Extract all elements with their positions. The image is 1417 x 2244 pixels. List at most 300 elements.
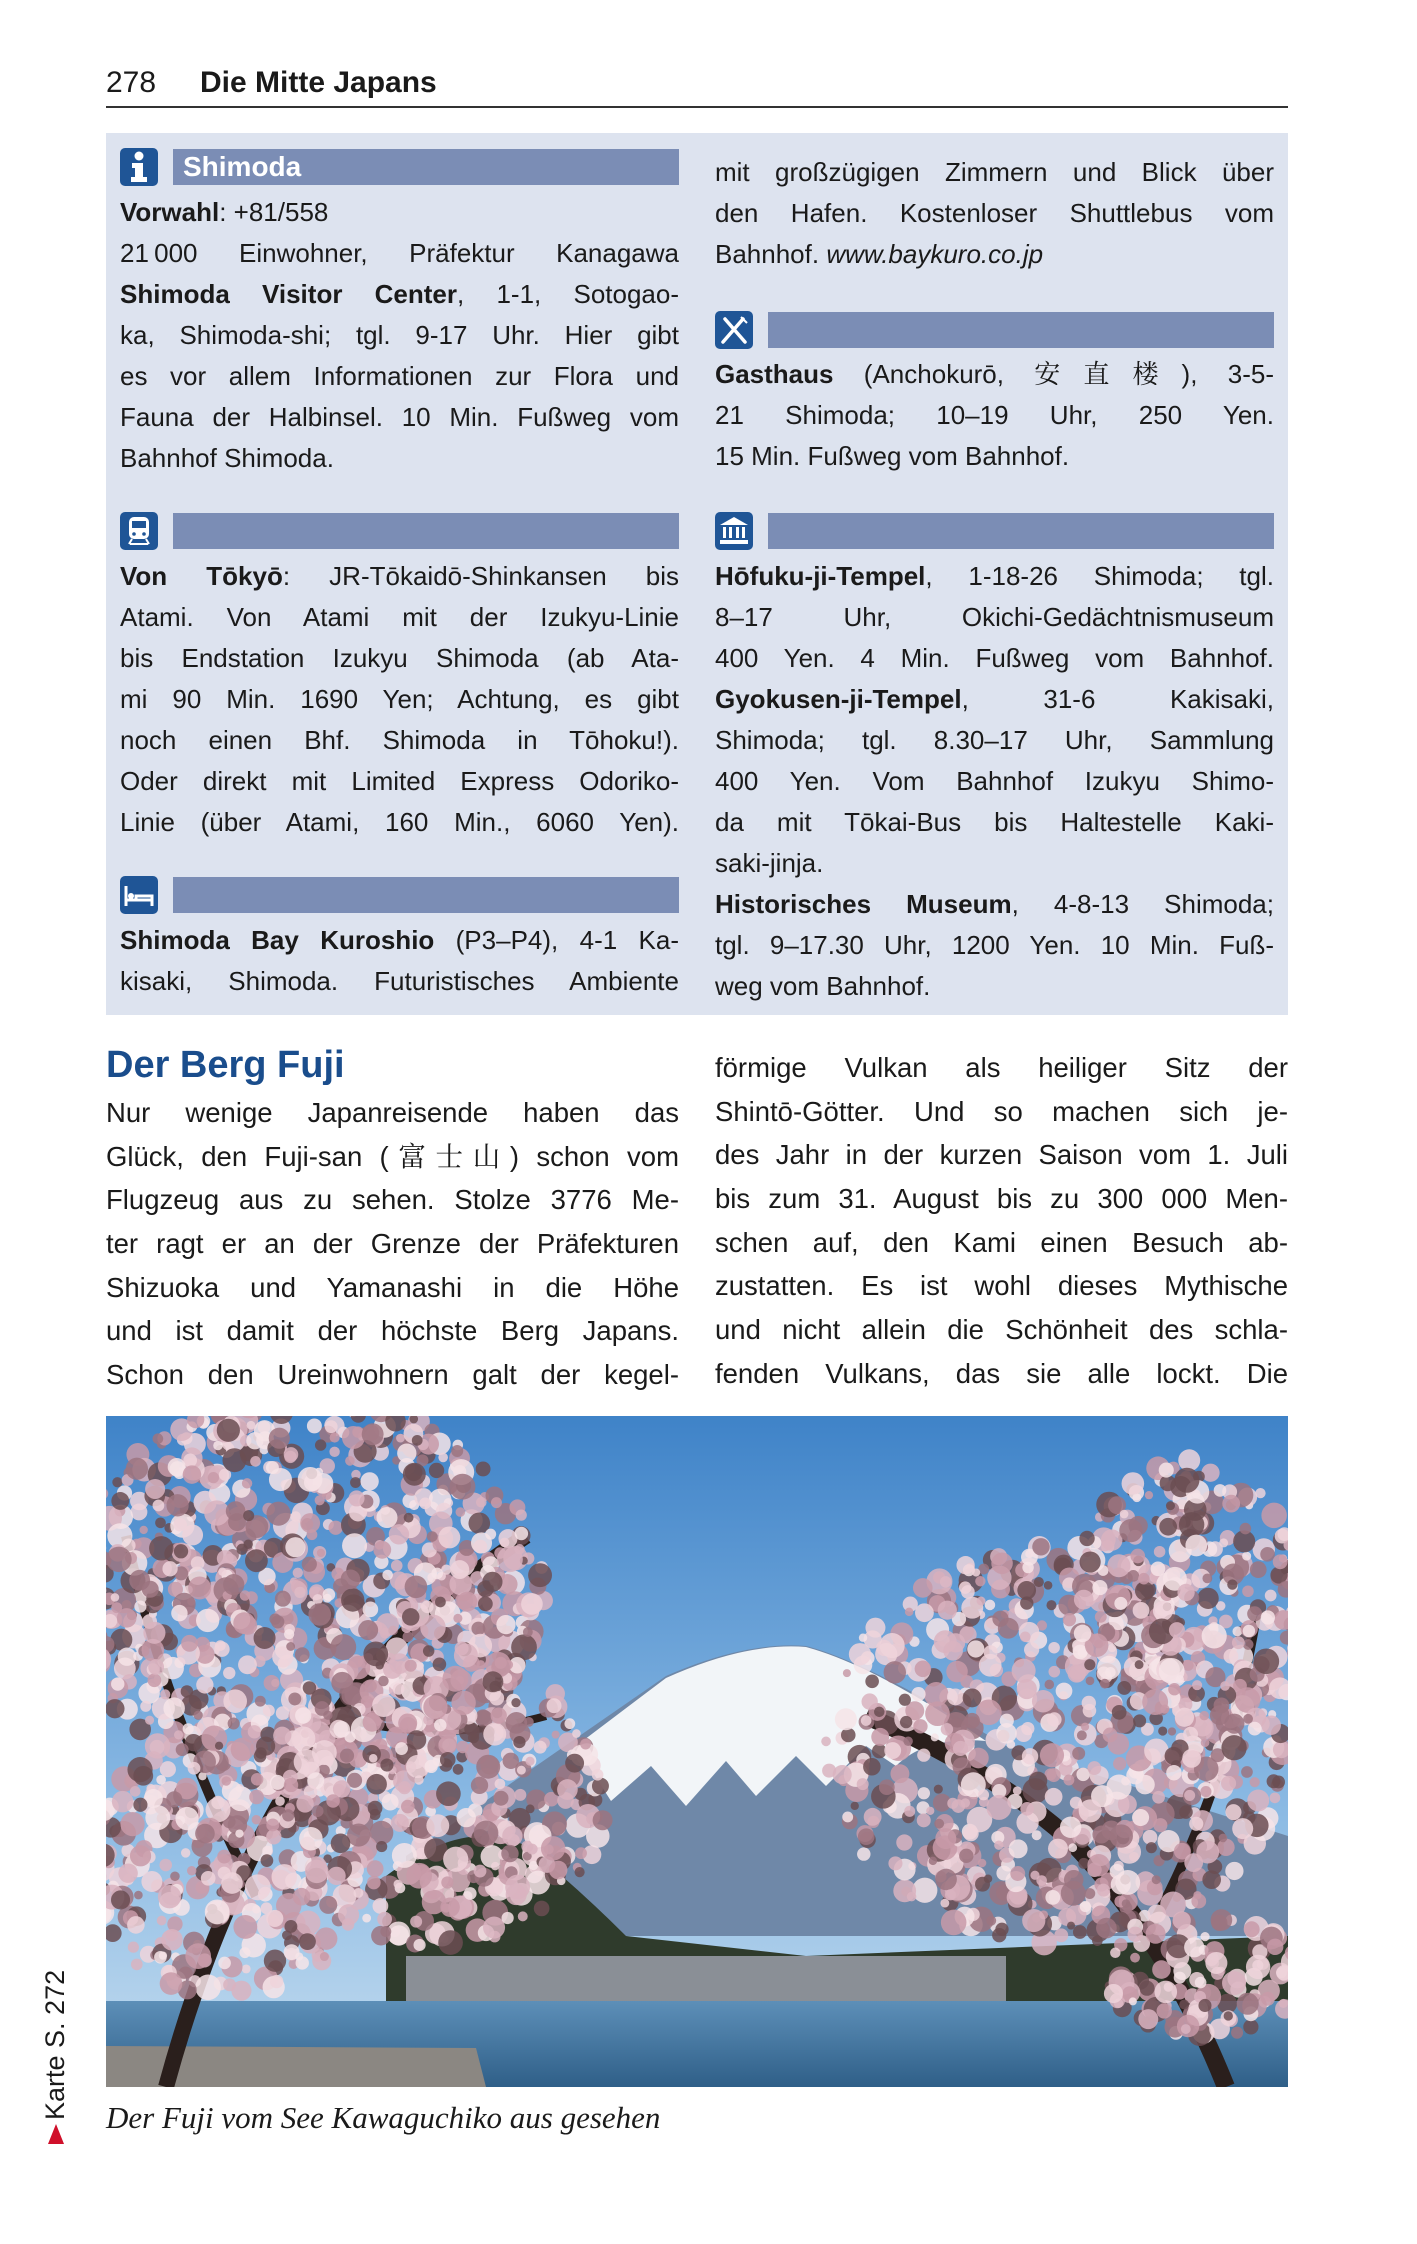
blossom xyxy=(403,1631,414,1642)
blossom xyxy=(1153,1601,1173,1621)
text-segment: förmige Vulkan als heiliger Sitz der xyxy=(715,1052,1288,1083)
blossom xyxy=(1154,1981,1177,2004)
blossom xyxy=(111,1492,129,1510)
blossom xyxy=(1048,1642,1060,1654)
blossom xyxy=(1135,1660,1144,1669)
blossom xyxy=(1133,1602,1150,1619)
blossom xyxy=(534,1741,547,1754)
blossom xyxy=(263,1705,275,1717)
blossom xyxy=(915,1661,932,1678)
blossom xyxy=(242,1964,251,1973)
blossom xyxy=(1128,1927,1143,1942)
blossom xyxy=(1174,1468,1199,1493)
blossom xyxy=(1182,1749,1201,1768)
blossom xyxy=(1261,1503,1287,1529)
blossom xyxy=(913,1719,927,1733)
blossom xyxy=(511,1698,520,1707)
blossom xyxy=(454,1643,478,1667)
blossom xyxy=(976,1699,1002,1725)
section-bar-info: Shimoda xyxy=(173,149,679,185)
blossom xyxy=(270,1775,285,1790)
blossom xyxy=(1202,1623,1227,1648)
page-number: 278 xyxy=(106,66,157,99)
blossom xyxy=(403,1463,426,1486)
blossom xyxy=(1068,1843,1077,1852)
blossom xyxy=(502,1826,522,1846)
blossom xyxy=(843,1669,851,1677)
blossom xyxy=(269,1468,292,1491)
blossom xyxy=(478,1596,493,1611)
blossom xyxy=(1248,1722,1262,1736)
blossom xyxy=(494,1791,509,1806)
blossom xyxy=(423,1695,447,1719)
hotel-text-continued xyxy=(715,152,1274,275)
blossom xyxy=(1112,1705,1127,1720)
blossom xyxy=(147,1673,161,1687)
blossom xyxy=(1211,1909,1233,1931)
blossom xyxy=(131,1959,143,1971)
text-line xyxy=(106,1266,679,1310)
blossom xyxy=(366,1774,387,1795)
blossom xyxy=(1048,1666,1060,1678)
blossom xyxy=(978,1859,987,1868)
blossom xyxy=(516,1509,527,1520)
blossom xyxy=(183,1723,194,1734)
text-line xyxy=(715,436,1274,477)
blossom xyxy=(1074,1625,1091,1642)
bold-term: Gyokusen-ji-Tempel xyxy=(715,684,962,714)
blossom xyxy=(284,1447,299,1462)
text-segment: ka, Shimoda-shi; tgl. 9-17 Uhr. Hier gibt xyxy=(120,320,679,350)
blossom xyxy=(1159,1518,1177,1536)
blossom xyxy=(450,1560,469,1579)
blossom xyxy=(120,1812,144,1836)
blossom xyxy=(451,1445,463,1457)
blossom xyxy=(375,1661,383,1669)
blossom xyxy=(360,1472,378,1490)
blossom xyxy=(1097,1656,1121,1680)
text-line xyxy=(715,1308,1288,1352)
blossom xyxy=(977,1597,986,1606)
blossom xyxy=(1166,1501,1175,1510)
blossom xyxy=(835,1708,857,1730)
blossom xyxy=(420,1615,446,1641)
text-segment: Schon den Ureinwohnern galt der kegel- xyxy=(106,1359,679,1391)
blossom xyxy=(264,1950,286,1972)
text-segment: Linie (über Atami, 160 Min., 6060 Yen). xyxy=(120,807,679,837)
blossom xyxy=(1200,1786,1211,1797)
blossom xyxy=(153,1500,165,1512)
blossom xyxy=(495,1779,506,1790)
blossom xyxy=(945,1889,956,1900)
blossom xyxy=(1081,1723,1089,1731)
blossom xyxy=(317,1549,325,1557)
blossom xyxy=(1200,1932,1209,1941)
blossom xyxy=(331,1834,351,1854)
blossom xyxy=(298,1467,323,1492)
blossom xyxy=(1032,1690,1054,1712)
blossom xyxy=(201,1726,227,1752)
blossom xyxy=(1061,1881,1086,1906)
blossom xyxy=(1219,1538,1228,1547)
blossom xyxy=(438,1930,463,1955)
blossom xyxy=(521,1593,543,1615)
blossom xyxy=(312,1805,324,1817)
blossom xyxy=(145,1479,165,1499)
blossom xyxy=(266,1910,283,1927)
web-link[interactable]: www.baykuro.co.jp xyxy=(826,239,1044,269)
blossom xyxy=(435,1597,446,1608)
blossom xyxy=(1231,2027,1243,2039)
blossom xyxy=(572,1729,581,1738)
blossom xyxy=(363,1602,379,1618)
blossom xyxy=(552,1731,560,1739)
blossom xyxy=(1160,1704,1169,1713)
blossom xyxy=(284,1778,298,1792)
text-line xyxy=(715,802,1274,843)
blossom xyxy=(443,1847,468,1872)
blossom xyxy=(985,1600,996,1611)
blossom xyxy=(1193,1891,1201,1899)
blossom xyxy=(457,1592,477,1612)
blossom xyxy=(396,1434,405,1443)
blossom xyxy=(1260,1547,1275,1562)
blossom xyxy=(476,1462,491,1477)
text-segment: mit großzügigen Zimmern und Blick über xyxy=(715,157,1274,187)
blossom xyxy=(514,1789,526,1801)
blossom xyxy=(1185,1535,1207,1557)
blossom xyxy=(961,1798,970,1807)
text-segment: tgl. 9–17.30 Uhr, 1200 Yen. 10 Min. Fuß- xyxy=(715,930,1274,960)
blossom xyxy=(389,1524,409,1544)
blossom xyxy=(228,1718,240,1730)
text-line xyxy=(715,638,1274,679)
blossom xyxy=(526,1804,535,1813)
blossom xyxy=(482,1671,503,1692)
blossom xyxy=(1175,1708,1194,1727)
blossom xyxy=(1152,1875,1161,1884)
blossom xyxy=(506,1712,528,1734)
blossom xyxy=(986,1916,996,1926)
blossom xyxy=(1100,1679,1110,1689)
blossom xyxy=(1247,1606,1262,1621)
blossom xyxy=(222,1448,246,1472)
blossom xyxy=(145,1716,154,1725)
blossom xyxy=(992,1928,1006,1942)
blossom xyxy=(368,1801,383,1816)
text-line xyxy=(715,556,1274,597)
food-text xyxy=(715,354,1274,477)
blossom xyxy=(288,1692,301,1705)
blossom xyxy=(964,1713,980,1729)
bold-term: Historisches Museum xyxy=(715,889,1012,919)
blossom xyxy=(161,1929,182,1950)
blossom xyxy=(979,1654,1002,1677)
museum-icon xyxy=(715,512,753,550)
fork-knife-icon xyxy=(715,311,753,349)
text-line xyxy=(120,556,679,597)
blossom xyxy=(295,1647,310,1662)
blossom xyxy=(327,1867,345,1885)
blossom xyxy=(1129,1997,1137,2005)
blossom xyxy=(996,1866,1011,1881)
text-segment: Flugzeug aus zu sehen. Stolze 3776 Me- xyxy=(106,1184,679,1216)
blossom xyxy=(127,1916,145,1934)
blossom xyxy=(1217,1839,1234,1856)
text-segment: ter ragt er an der Grenze der Präfekturen xyxy=(106,1228,679,1260)
blossom xyxy=(284,1629,294,1639)
blossom xyxy=(1106,1775,1131,1800)
text-line xyxy=(715,1046,1288,1090)
blossom xyxy=(1048,1839,1068,1859)
text-line xyxy=(715,679,1274,720)
blossom xyxy=(1127,1570,1139,1582)
blossom xyxy=(1044,1680,1054,1690)
blossom xyxy=(235,1829,243,1837)
blossom xyxy=(1044,1581,1053,1590)
blossom xyxy=(1020,1631,1031,1642)
blossom xyxy=(245,1549,268,1572)
blossom xyxy=(128,1942,139,1953)
blossom xyxy=(457,1808,476,1827)
blossom xyxy=(1273,1554,1288,1569)
blossom xyxy=(218,1567,226,1575)
blossom xyxy=(145,1805,170,1830)
blossom xyxy=(358,1620,378,1640)
blossom xyxy=(1225,1804,1241,1820)
blossom xyxy=(862,1693,878,1709)
blossom xyxy=(523,1627,533,1637)
blossom xyxy=(1133,1714,1146,1727)
blossom xyxy=(1201,1738,1210,1747)
blossom xyxy=(350,1477,361,1488)
blossom xyxy=(1153,1818,1167,1832)
blossom xyxy=(195,1975,221,2001)
blossom xyxy=(1056,1683,1073,1700)
blossom xyxy=(1072,1747,1085,1760)
blossom xyxy=(296,1795,314,1813)
running-header: Die Mitte Japans xyxy=(200,66,437,99)
blossom xyxy=(1063,1775,1074,1786)
blossom xyxy=(893,1879,916,1902)
blossom xyxy=(117,1608,137,1628)
text-segment: 21 Shimoda; 10–19 Uhr, 250 Yen. xyxy=(715,400,1274,430)
map-reference[interactable]: Karte S. 272 xyxy=(40,1969,70,2120)
blossom xyxy=(1077,1730,1087,1740)
blossom xyxy=(491,1707,507,1723)
blossom xyxy=(474,1865,487,1878)
blossom xyxy=(858,1828,875,1845)
blossom xyxy=(217,1419,240,1442)
blossom xyxy=(427,1531,438,1542)
blossom xyxy=(498,1529,517,1548)
text-segment: fenden Vulkans, das sie alle lockt. Die xyxy=(715,1357,1288,1389)
blossom xyxy=(106,1547,131,1572)
blossom xyxy=(160,1689,170,1699)
blossom xyxy=(299,1827,323,1851)
blossom xyxy=(401,1800,415,1814)
blossom xyxy=(1013,1786,1022,1795)
blossom xyxy=(1146,1842,1157,1853)
blossom xyxy=(302,1557,317,1572)
blossom xyxy=(1272,1776,1285,1789)
blossom xyxy=(1110,1824,1133,1847)
text-segment: 8–17 Uhr, Okichi-Gedächtnismuseum xyxy=(715,602,1274,632)
blossom xyxy=(372,1694,395,1717)
blossom xyxy=(1214,1484,1227,1497)
text-segment: Shintō-Götter. Und so machen sich je- xyxy=(715,1095,1288,1127)
blossom xyxy=(404,1513,414,1523)
text-line xyxy=(120,679,679,720)
blossom xyxy=(111,1677,124,1690)
train-icon xyxy=(120,512,158,550)
blossom xyxy=(438,1453,448,1463)
blossom xyxy=(996,1723,1016,1743)
blossom xyxy=(1080,1551,1101,1572)
blossom xyxy=(593,1810,613,1830)
text-segment: Nur wenige Japanreisende haben das xyxy=(106,1097,679,1128)
text-line xyxy=(120,438,679,479)
blossom xyxy=(1082,1696,1096,1710)
text-segment: Fauna der Halbinsel. 10 Min. Fußweg vom xyxy=(120,402,679,432)
blossom xyxy=(451,1691,475,1715)
blossom xyxy=(1113,1757,1126,1770)
blossom xyxy=(413,1939,425,1951)
blossom xyxy=(929,1857,937,1865)
blossom xyxy=(821,1737,831,1747)
blossom xyxy=(255,1696,266,1707)
text-segment: mi 90 Min. 1690 Yen; Achtung, es gibt xyxy=(120,684,679,714)
text-line xyxy=(106,1091,679,1135)
blossom xyxy=(917,1813,931,1827)
blossom xyxy=(330,1634,356,1660)
text-line xyxy=(715,152,1274,193)
text-line xyxy=(120,720,679,761)
text-segment: den Hafen. Kostenloser Shuttlebus vom xyxy=(715,198,1274,228)
header-rule xyxy=(106,106,1288,108)
blossom xyxy=(247,1421,256,1430)
blossom xyxy=(254,1627,276,1649)
text-segment: bis Endstation Izukyu Shimoda (ab Ata- xyxy=(120,643,679,673)
text-line xyxy=(715,354,1274,395)
blossom xyxy=(118,1648,136,1666)
blossom xyxy=(483,1917,505,1939)
blossom xyxy=(1176,1675,1184,1683)
bold-term: Von Tōkyō xyxy=(120,561,283,591)
blossom xyxy=(163,1697,185,1719)
blossom xyxy=(176,1743,189,1756)
blossom xyxy=(223,1978,236,1991)
blossom xyxy=(171,1605,187,1621)
blossom xyxy=(1084,1659,1095,1670)
blossom xyxy=(849,1643,871,1665)
blossom xyxy=(175,1807,198,1830)
blossom xyxy=(221,1872,243,1894)
blossom xyxy=(1202,1573,1212,1583)
blossom xyxy=(391,1814,409,1832)
blossom xyxy=(270,1975,283,1988)
blossom xyxy=(575,1847,587,1859)
blossom xyxy=(1132,1809,1149,1826)
blossom xyxy=(213,1441,223,1451)
blossom xyxy=(491,1862,500,1871)
text-line xyxy=(120,356,679,397)
blossom xyxy=(434,1719,446,1731)
blossom xyxy=(453,1764,464,1775)
article-text-left xyxy=(106,1091,679,1397)
text-line xyxy=(120,192,679,233)
text-line xyxy=(120,274,679,315)
text-line xyxy=(106,1222,679,1266)
blossom xyxy=(564,1718,575,1729)
text-segment: bis zum 31. August bis zu 300 000 Men- xyxy=(715,1183,1288,1215)
blossom xyxy=(315,1495,325,1505)
blossom xyxy=(196,1676,213,1693)
blossom xyxy=(410,1916,422,1928)
blossom xyxy=(246,1432,263,1449)
blossom xyxy=(159,1951,167,1959)
blossom xyxy=(341,1570,361,1590)
blossom xyxy=(269,1428,290,1449)
blossom xyxy=(326,1794,340,1808)
blossom xyxy=(476,1660,485,1669)
bed-icon xyxy=(120,876,158,914)
blossom xyxy=(1084,1888,1095,1899)
blossom xyxy=(1130,1953,1140,1963)
blossom xyxy=(1086,1676,1095,1685)
blossom xyxy=(1168,1727,1176,1735)
blossom xyxy=(429,1463,444,1478)
blossom xyxy=(1094,1640,1103,1649)
blossom xyxy=(438,1526,460,1548)
blossom xyxy=(1047,1712,1061,1726)
blossom xyxy=(130,1786,141,1797)
blossom xyxy=(1157,2003,1172,2018)
blossom xyxy=(557,1779,578,1800)
blossom xyxy=(1221,1735,1246,1760)
blossom xyxy=(1032,1538,1049,1555)
blossom xyxy=(338,1904,359,1925)
blossom xyxy=(275,1591,291,1607)
blossom xyxy=(238,1655,257,1674)
blossom xyxy=(242,1478,252,1488)
blossom xyxy=(118,1863,137,1882)
blossom xyxy=(861,1715,872,1726)
blossom xyxy=(903,1737,912,1746)
text-line xyxy=(715,1352,1288,1396)
blossom xyxy=(133,1798,147,1812)
blossom xyxy=(1269,1792,1280,1803)
blossom xyxy=(266,1829,281,1844)
blossom xyxy=(501,1845,518,1862)
text-line xyxy=(715,720,1274,761)
blossom xyxy=(223,1667,235,1679)
blossom xyxy=(188,1576,211,1599)
blossom xyxy=(1242,1552,1251,1561)
text-line xyxy=(106,1178,679,1222)
blossom xyxy=(226,1501,246,1521)
blossom xyxy=(1184,1790,1195,1801)
blossom xyxy=(890,1764,909,1783)
blossom xyxy=(1079,1799,1102,1822)
blossom xyxy=(474,1821,499,1846)
blossom xyxy=(158,1885,181,1908)
blossom xyxy=(1247,1790,1269,1812)
blossom xyxy=(231,1738,254,1761)
blossom xyxy=(405,1575,428,1598)
bold-term: Gasthaus xyxy=(715,359,834,389)
blossom xyxy=(191,1556,205,1570)
